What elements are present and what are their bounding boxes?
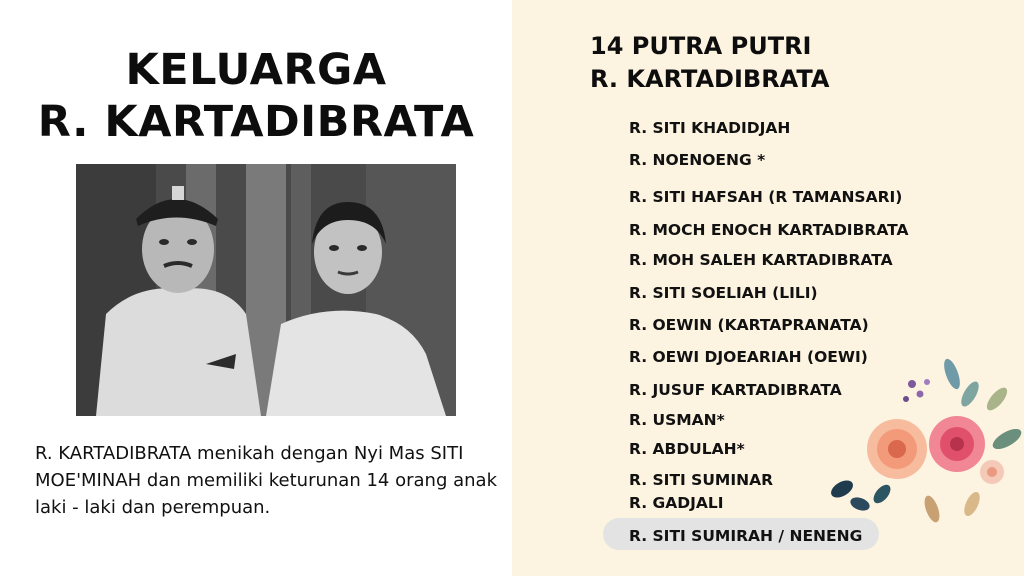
child-item: R. NOENOENG * [629, 151, 766, 169]
child-item: R. GADJALI [629, 494, 724, 512]
family-portrait-photo [76, 164, 456, 416]
children-heading-line1: 14 PUTRA PUTRI [590, 32, 812, 60]
child-item: R. USMAN* [629, 411, 725, 429]
child-item: R. OEWIN (KARTAPRANATA) [629, 316, 869, 334]
child-item: R. SITI KHADIDJAH [629, 119, 791, 137]
page-title-line2: R. KARTADIBRATA [37, 97, 475, 147]
page-title [0, 44, 512, 148]
child-item: R. SITI SUMINAR [629, 471, 774, 489]
child-item: R. MOH SALEH KARTADIBRATA [629, 251, 893, 269]
child-item: R. JUSUF KARTADIBRATA [629, 381, 842, 399]
children-heading-line2: R. KARTADIBRATA [590, 65, 830, 93]
child-item: R. SITI SOELIAH (LILI) [629, 284, 818, 302]
page-title-line1: KELUARGA [125, 45, 387, 95]
watercolor-flowers-decoration [822, 354, 1022, 524]
child-item: R. MOCH ENOCH KARTADIBRATA [629, 221, 909, 239]
child-item: R. OEWI DJOEARIAH (OEWI) [629, 348, 868, 366]
description-text: R. KARTADIBRATA menikah dengan Nyi Mas SITI MOE'MINAH dan memiliki keturunan 14 orang anak laki - laki dan perempuan. [35, 443, 497, 518]
child-item-highlighted: R. SITI SUMIRAH / NENENG [629, 527, 863, 545]
children-heading [590, 30, 829, 96]
child-item: R. SITI HAFSAH (R TAMANSARI) [629, 188, 903, 206]
child-item: R. ABDULAH* [629, 440, 745, 458]
